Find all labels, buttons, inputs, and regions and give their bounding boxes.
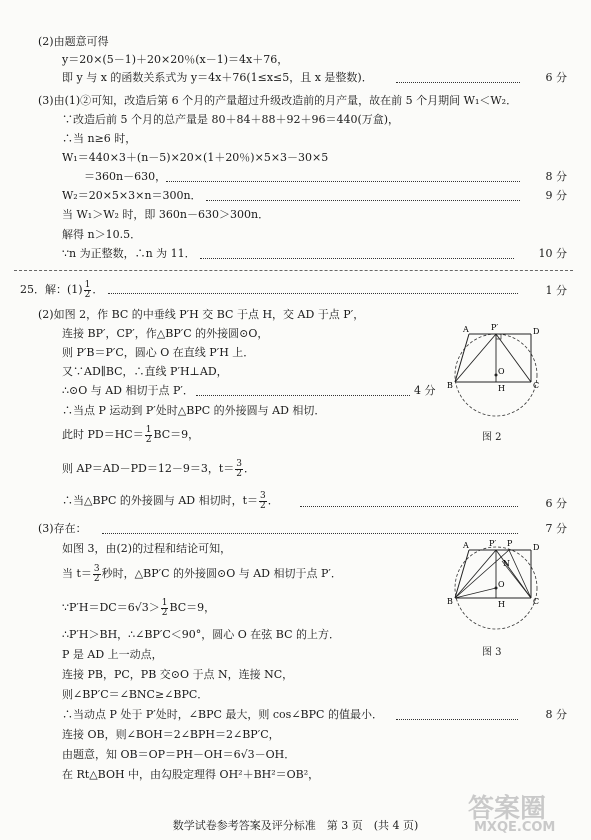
- label-n: N: [503, 559, 510, 568]
- condition-line: ∴当 n≥6 时，: [62, 132, 137, 145]
- label-a: A: [463, 541, 469, 550]
- text-segment: BC＝9，: [153, 428, 200, 441]
- w1-simplified: ＝360n－630，: [84, 170, 167, 183]
- label-b: B: [447, 597, 453, 606]
- text-segment: ∵P′H＝DC＝6√3＞: [62, 601, 160, 614]
- total-output-line: ∵改造后前 5 个月的总产量是 80＋84＋88＋92＋96＝440(万盒)，: [62, 113, 400, 126]
- fraction-numerator: 3: [236, 458, 242, 469]
- page-footer: 数学试卷参考答案及评分标准 第 3 页 (共 4 页): [172, 819, 419, 832]
- score-dots: [200, 258, 514, 259]
- score-label: 8 分: [545, 170, 567, 183]
- fraction-denominator: 2: [161, 607, 168, 618]
- label-h: H: [498, 384, 505, 393]
- fraction-numerator: 1: [161, 597, 168, 608]
- fraction-denominator: 2: [145, 434, 152, 445]
- text-segment: 则 AP＝AD－PD＝12－9＝3，t＝: [62, 462, 235, 475]
- fraction-one-half: [161, 599, 169, 618]
- label-c: C: [533, 381, 540, 390]
- q25-line: 连接 OB，则∠BOH＝2∠BPH＝2∠BP′C，: [62, 728, 280, 741]
- part3-intro: (3)由(1)②可知，改造后第 6 个月的产量超过升级改造前的月产量，故在前 5 个月期间 W₁＜W₂．: [38, 94, 518, 107]
- question-divider: [14, 270, 573, 271]
- text-segment: BC＝9，: [169, 601, 216, 614]
- label-o: O: [498, 580, 505, 589]
- q25-line: 由题意，知 OB＝OP＝PH－OH＝6√3－OH．: [62, 748, 296, 761]
- label-d: D: [533, 327, 540, 336]
- part2-heading: (2)由题意可得: [38, 35, 109, 48]
- conclusion-line: ∵n 为正整数，∴n 为 11．: [62, 247, 196, 260]
- score-label: 9 分: [545, 189, 567, 202]
- score-dots: [396, 82, 520, 83]
- fraction-denominator: 2: [84, 289, 91, 300]
- label-p-prime: P′: [491, 323, 499, 332]
- label-a: A: [463, 325, 469, 334]
- watermark-logo: 答案圈: [468, 794, 547, 824]
- label-b: B: [447, 381, 453, 390]
- fraction-one-half: [145, 426, 153, 445]
- q25-line: [62, 490, 279, 512]
- label-o: O: [498, 367, 505, 376]
- figure-3-caption: 图 3: [482, 647, 502, 658]
- text-segment: ．: [267, 494, 279, 507]
- fraction-denominator: 2: [236, 468, 242, 479]
- q25-line: 连接 BP′，CP′，作△BP′C 的外接圆⊙O，: [62, 327, 269, 340]
- score-label: 8 分: [545, 708, 567, 721]
- fraction-numerator: 3: [93, 563, 100, 574]
- text-segment: ．: [243, 462, 255, 475]
- fraction-numerator: 1: [145, 424, 152, 435]
- figure-2-diagram: [445, 320, 555, 420]
- score-label: 4 分: [414, 384, 436, 397]
- fraction-denominator: 2: [260, 500, 266, 511]
- w2-formula: W₂＝20×5×3×n＝300n．: [62, 189, 202, 202]
- fraction-three-half: [235, 460, 243, 479]
- text-segment: ∴当△BPC 的外接圆与 AD 相切时，t＝: [62, 494, 259, 507]
- score-label: 6 分: [545, 497, 567, 510]
- w1-formula: W₁＝440×3＋(n－5)×20×(1＋20％)×5×3－30×5: [62, 151, 329, 164]
- fraction-numerator: 3: [260, 490, 266, 501]
- watermark-url: MXQE.COM: [474, 820, 556, 835]
- score-dots: [166, 181, 520, 182]
- score-label: 1 分: [545, 284, 567, 297]
- q25-line: 如图 3，由(2)的过程和结论可知，: [62, 542, 232, 555]
- label-c: C: [533, 597, 540, 606]
- text-segment: 当 t＝: [62, 567, 92, 580]
- fraction-three-half: [93, 565, 101, 584]
- q25-line: P 是 AD 上一动点，: [62, 648, 163, 661]
- segment-bp: [455, 550, 509, 598]
- q25-line: [62, 597, 215, 619]
- q25-line: 则 P′B＝P′C，圆心 O 在直线 P′H 上．: [62, 346, 255, 359]
- solution-line: 解得 n＞10.5．: [62, 228, 142, 241]
- score-label: 6 分: [545, 71, 567, 84]
- q25-prefix: 25．解：(1): [20, 283, 83, 296]
- score-dots: [108, 293, 518, 294]
- label-d: D: [533, 543, 540, 552]
- score-dots: [102, 533, 518, 534]
- q25-line: [62, 563, 342, 585]
- fraction-three-half: [259, 492, 267, 511]
- q25-line: ∴当动点 P 处于 P′处时，∠BPC 最大，则 cos∠BPC 的值最小．: [62, 708, 383, 721]
- q25-line: 则∠BP′C＝∠BNC≥∠BPC．: [62, 688, 209, 701]
- q25-part1: 25．解：(1) $\frac{1}{2}$ ．: [20, 279, 104, 300]
- segment-bp-prime: [455, 550, 496, 598]
- q25-line: ∴P′H＞BH，∴∠BP′C＜90°，圆心 O 在弦 BC 的上方．: [62, 628, 340, 641]
- figure-3-diagram: [445, 536, 555, 636]
- score-label: 7 分: [545, 522, 567, 535]
- fraction-denominator: 2: [93, 573, 100, 584]
- q25-line: 在 Rt△BOH 中，由勾股定理得 OH²＋BH²＝OB²，: [62, 768, 320, 781]
- label-h: H: [498, 600, 505, 609]
- q25-line: 连接 PB，PC，PB 交⊙O 于点 N，连接 NC，: [62, 668, 294, 681]
- score-dots: [396, 719, 518, 720]
- figure-2-caption: 图 2: [482, 432, 502, 443]
- text-segment: 此时 PD＝HC＝: [62, 428, 144, 441]
- q25-line: (2)如图 2，作 BC 的中垂线 P′H 交 BC 于点 H，交 AD 于点 P′，: [38, 308, 365, 321]
- q25-part3-heading: (3)存在：: [38, 522, 87, 535]
- equation-line: y＝20×(5－1)＋20×20％(x－1)＝4x＋76，: [62, 53, 289, 66]
- q25-line: ∴当点 P 运动到 P′处时△BPC 的外接圆与 AD 相切．: [62, 404, 326, 417]
- q25-line: [62, 458, 255, 480]
- label-p: P: [507, 539, 513, 548]
- score-label: 10 分: [538, 247, 567, 260]
- q25-line: 又∵AD∥BC，∴直线 P′H⊥AD，: [62, 365, 228, 378]
- segment-ab: [455, 334, 469, 382]
- q25-line: ∴⊙O 与 AD 相切于点 P′．: [62, 384, 194, 397]
- score-dots: [196, 395, 410, 396]
- q25-line: [62, 424, 199, 446]
- segment-bp: [455, 334, 496, 382]
- label-p-prime: P′: [489, 539, 497, 548]
- score-dots: [300, 506, 518, 507]
- fraction-one-half: [84, 281, 92, 300]
- function-relation-line: 即 y 与 x 的函数关系式为 y＝4x＋76(1≤x≤5，且 x 是整数)．: [62, 71, 373, 84]
- inequality-line: 当 W₁＞W₂ 时，即 360n－630＞300n．: [62, 208, 270, 221]
- text-segment: 秒时，△BP′C 的外接圆⊙O 与 AD 相切于点 P′．: [101, 567, 342, 580]
- score-dots: [206, 200, 520, 201]
- fraction-numerator: 1: [84, 279, 91, 290]
